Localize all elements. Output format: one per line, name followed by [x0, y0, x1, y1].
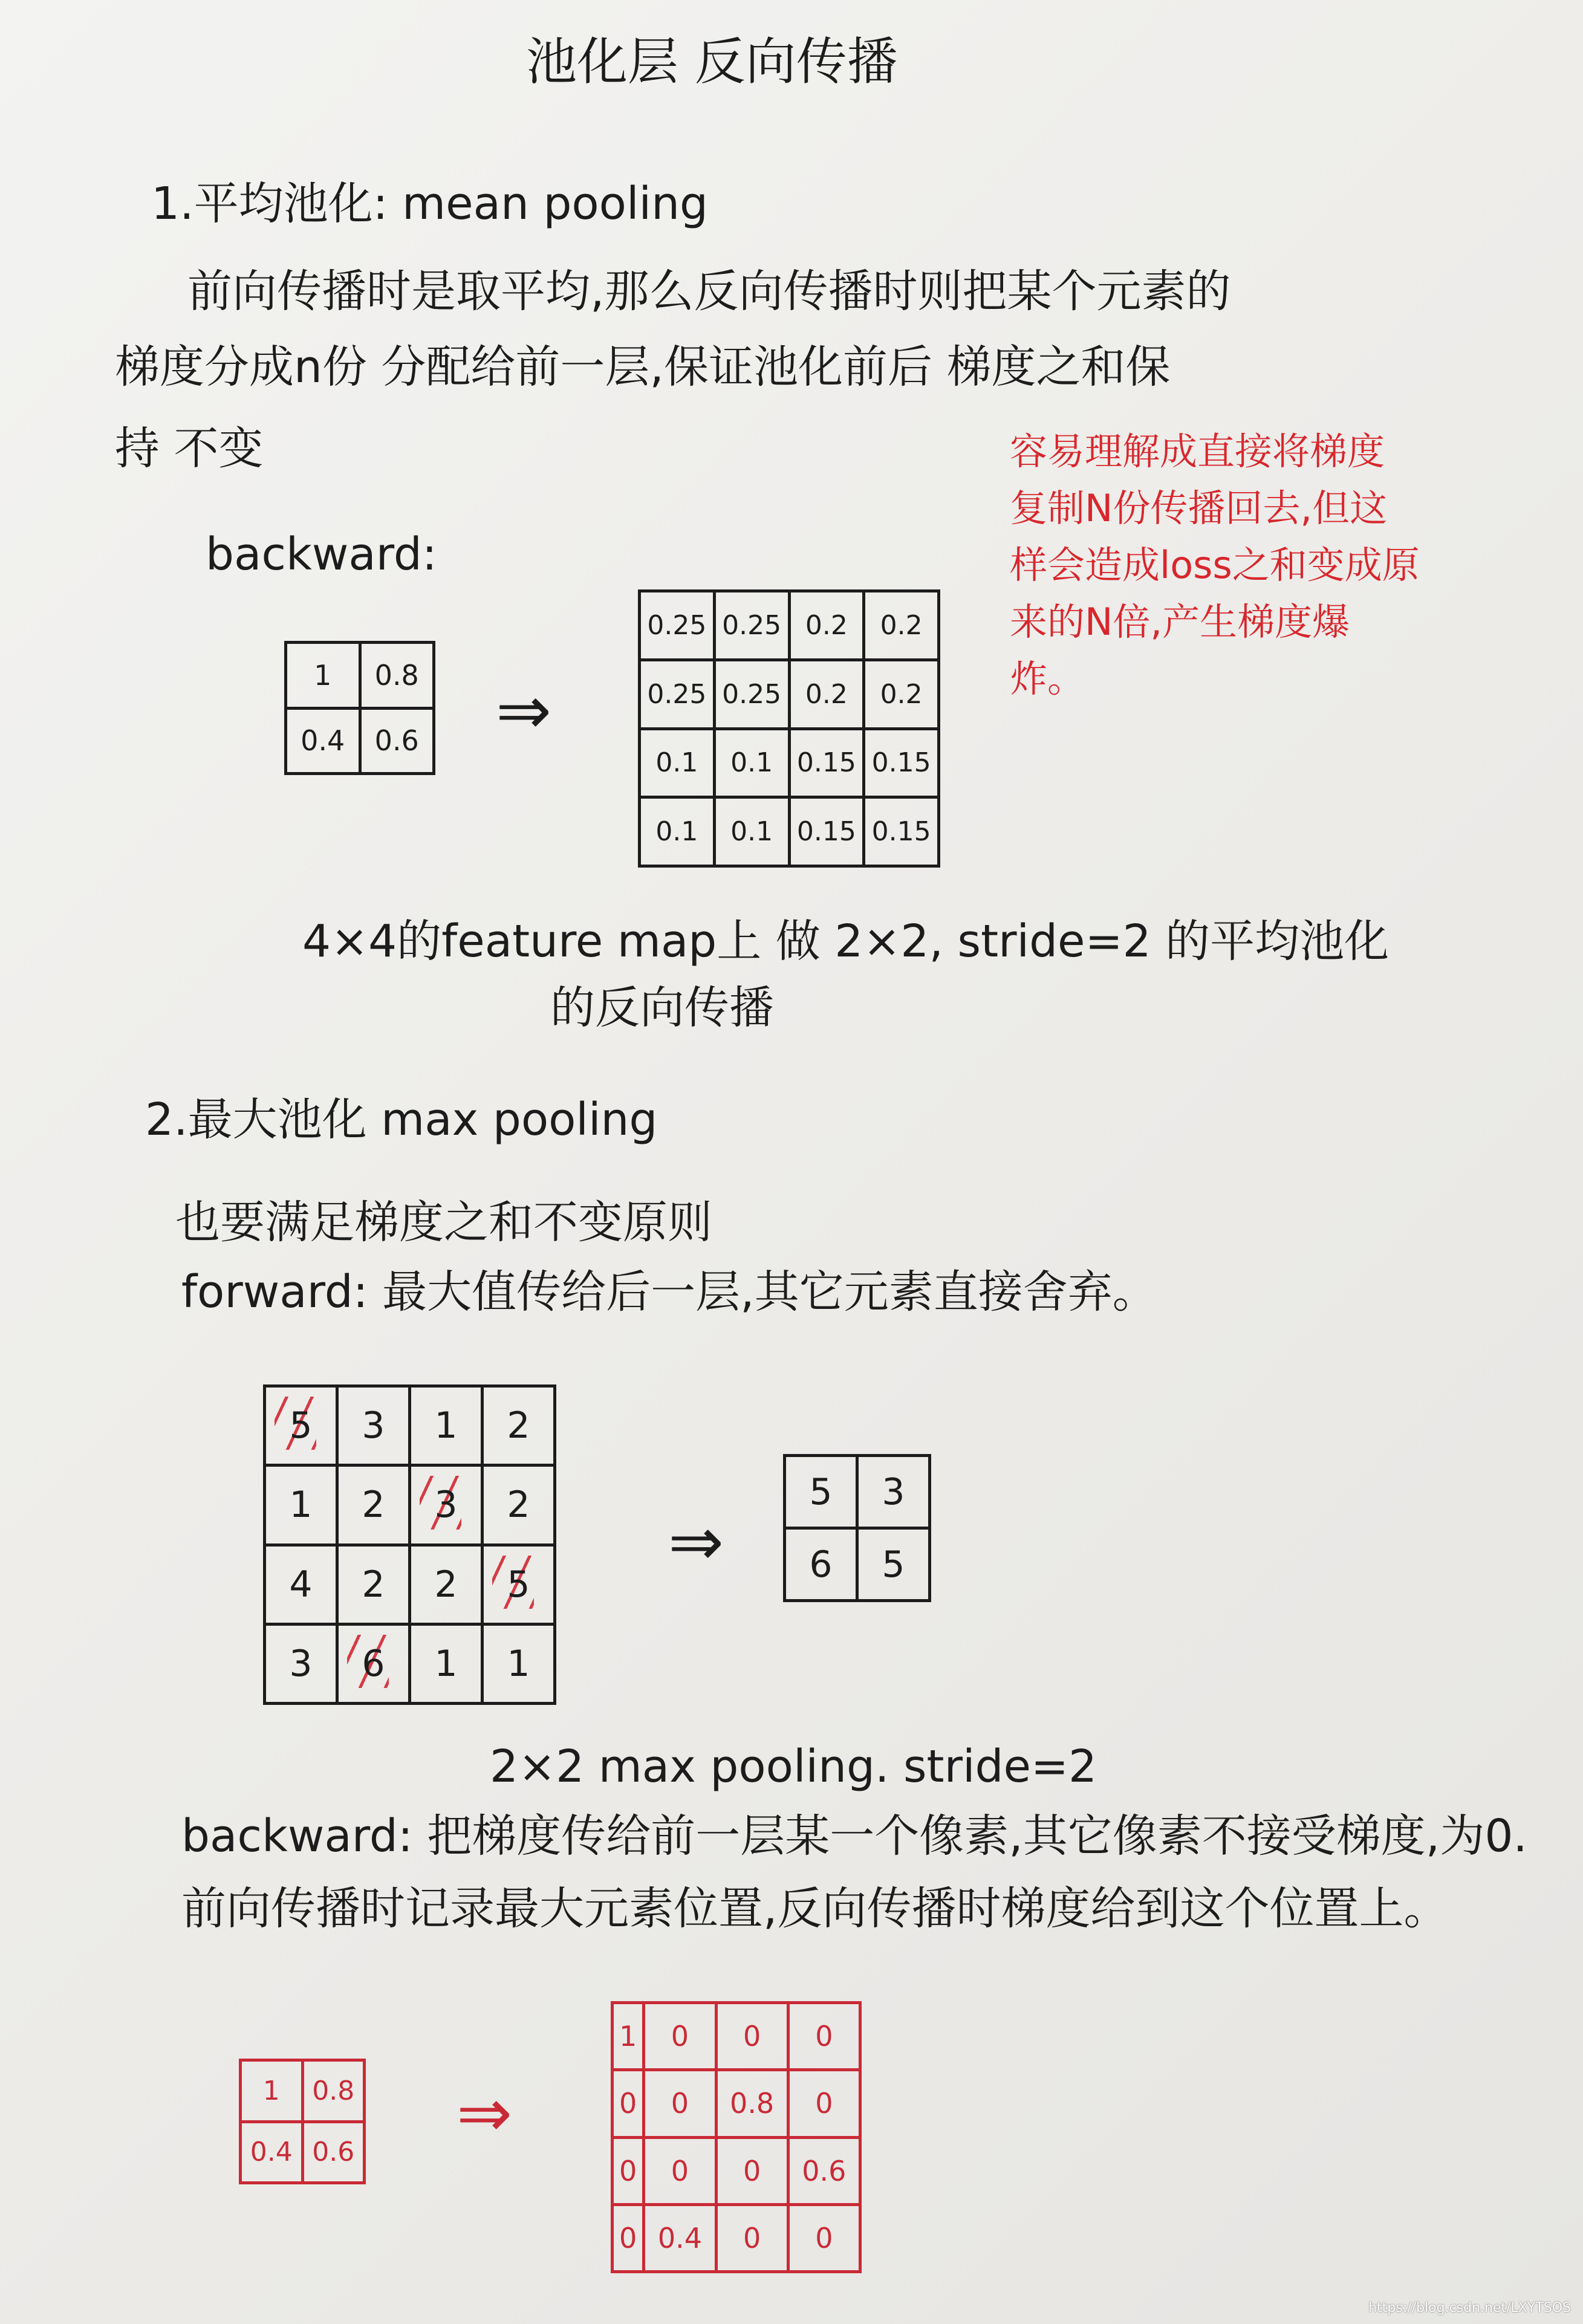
grid-cell: 0.4	[644, 2204, 716, 2271]
grid-cell: 0.25	[714, 591, 789, 660]
red-annotation-note: 容易理解成直接将梯度复制N份传播回去,但这样会造成loss之和变成原来的N倍,产生梯度爆炸。	[1010, 429, 1420, 701]
grid-cell: 1	[241, 2060, 303, 2122]
grid-row	[265, 1386, 555, 1465]
grid-row	[613, 2204, 860, 2271]
grid-row	[286, 708, 434, 774]
grid-cell: 0.15	[864, 797, 939, 866]
grid-cell: 0	[716, 2137, 788, 2204]
grid-cell: 0.4	[241, 2121, 303, 2183]
grid-cell: 0.25	[640, 591, 715, 660]
grid-cell: 0	[716, 2003, 788, 2070]
grid-row	[640, 660, 939, 729]
grid-cell: 0.25	[640, 660, 715, 729]
section1-para-line3: 持 不变	[115, 423, 264, 475]
grid-row	[613, 2137, 860, 2204]
grid-cell: 0.25	[714, 660, 789, 729]
grid-cell: 0.2	[864, 591, 939, 660]
section1-caption-line2: 的反向传播	[550, 982, 774, 1034]
section2-backward-line1: backward: 把梯度传给前一层某一个像素,其它像素不接受梯度,为0.	[181, 1810, 1527, 1862]
grid-cell: 0.1	[640, 729, 715, 797]
grid-cell: 0.1	[640, 797, 715, 866]
grid-cell: 0	[788, 2003, 860, 2070]
arrow-right-icon: ⇒	[668, 1503, 724, 1580]
grid-cell: 0.6	[788, 2137, 860, 2204]
grid-cell: 3	[265, 1624, 337, 1703]
grid-row	[613, 2070, 860, 2137]
grid-cell: 0	[716, 2204, 788, 2271]
grid-cell: 0.2	[789, 591, 864, 660]
watermark: https://blog.csdn.net/LXYTSOS	[1368, 2300, 1571, 2316]
section1-para-line1: 前向传播时是取平均,那么反向传播时则把某个元素的	[187, 265, 1231, 317]
arrow-right-icon: ⇒	[457, 2074, 513, 2152]
max-pool-gradient-grid	[239, 2059, 366, 2184]
grid-cell: 0	[613, 2204, 644, 2271]
grid-cell: 0.15	[864, 729, 939, 797]
grid-cell: 0.6	[302, 2121, 365, 2183]
grid-cell: 1	[265, 1465, 337, 1545]
grid-cell: 2	[410, 1545, 483, 1624]
grid-cell: 0.1	[714, 797, 789, 866]
grid-cell: 0.15	[789, 797, 864, 866]
grid-cell: 0.2	[864, 660, 939, 729]
grid-cell: 2	[483, 1386, 555, 1465]
grid-row	[265, 1545, 555, 1624]
section2-line1: 也要满足梯度之和不变原则	[175, 1196, 712, 1248]
grid-cell: 0.8	[302, 2060, 365, 2122]
grid-cell: 5	[785, 1456, 857, 1528]
grid-cell: 0	[644, 2003, 716, 2070]
section2-backward-line2: 前向传播时记录最大元素位置,反向传播时梯度给到这个位置上。	[181, 1883, 1449, 1935]
grid-cell: 0.15	[789, 729, 864, 797]
avg-pool-backward-grid	[638, 589, 940, 868]
grid-cell: 3	[410, 1465, 483, 1545]
arrow-right-icon: ⇒	[496, 672, 552, 749]
grid-cell: 4	[265, 1545, 337, 1624]
grid-cell: 0.6	[360, 708, 434, 774]
grid-cell: 5	[857, 1528, 930, 1601]
section2-caption: 2×2 max pooling. stride=2	[490, 1741, 1097, 1793]
grid-cell: 0	[788, 2204, 860, 2271]
grid-row	[640, 591, 939, 660]
grid-cell: 0.4	[286, 708, 360, 774]
max-pool-output-grid	[783, 1454, 931, 1602]
grid-row	[286, 643, 434, 709]
grid-cell: 0	[613, 2137, 644, 2204]
section1-heading: 1.平均池化: mean pooling	[151, 178, 708, 230]
grid-row	[785, 1456, 930, 1528]
grid-row	[785, 1528, 930, 1601]
grid-row	[613, 2003, 860, 2070]
grid-cell: 1	[286, 643, 360, 709]
grid-cell: 5	[265, 1386, 337, 1465]
section2-heading: 2.最大池化 max pooling	[145, 1094, 658, 1146]
grid-cell: 1	[483, 1624, 555, 1703]
grid-cell: 6	[785, 1528, 857, 1601]
grid-cell: 1	[613, 2003, 644, 2070]
grid-row	[241, 2121, 365, 2183]
section2-line2: forward: 最大值传给后一层,其它元素直接舍弃。	[181, 1266, 1157, 1318]
grid-cell: 3	[337, 1386, 410, 1465]
avg-pool-gradient-grid	[284, 641, 435, 775]
backward-label: backward:	[206, 528, 437, 580]
grid-cell: 0	[788, 2070, 860, 2137]
grid-cell: 0	[644, 2137, 716, 2204]
page-title: 池化层 反向传播	[526, 32, 898, 91]
grid-cell: 2	[337, 1545, 410, 1624]
grid-cell: 2	[337, 1465, 410, 1545]
grid-row	[265, 1465, 555, 1545]
max-pool-backward-grid	[611, 2001, 862, 2273]
section1-caption-line1: 4×4的feature map上 做 2×2, stride=2 的平均池化	[302, 915, 1390, 967]
grid-cell: 6	[337, 1624, 410, 1703]
grid-cell: 3	[857, 1456, 930, 1528]
grid-cell: 2	[483, 1465, 555, 1545]
grid-row	[640, 797, 939, 866]
grid-cell: 0.8	[360, 643, 434, 709]
grid-cell: 5	[483, 1545, 555, 1624]
section1-para-line2: 梯度分成n份 分配给前一层,保证池化前后 梯度之和保	[115, 341, 1171, 393]
grid-row	[265, 1624, 555, 1703]
grid-cell: 1	[410, 1624, 483, 1703]
grid-cell: 0.2	[789, 660, 864, 729]
grid-cell: 0	[644, 2070, 716, 2137]
grid-row	[640, 729, 939, 797]
grid-cell: 0.8	[716, 2070, 788, 2137]
grid-cell: 1	[410, 1386, 483, 1465]
grid-cell: 0.1	[714, 729, 789, 797]
grid-cell: 0	[613, 2070, 644, 2137]
grid-row	[241, 2060, 365, 2122]
max-pool-input-grid	[263, 1384, 556, 1705]
